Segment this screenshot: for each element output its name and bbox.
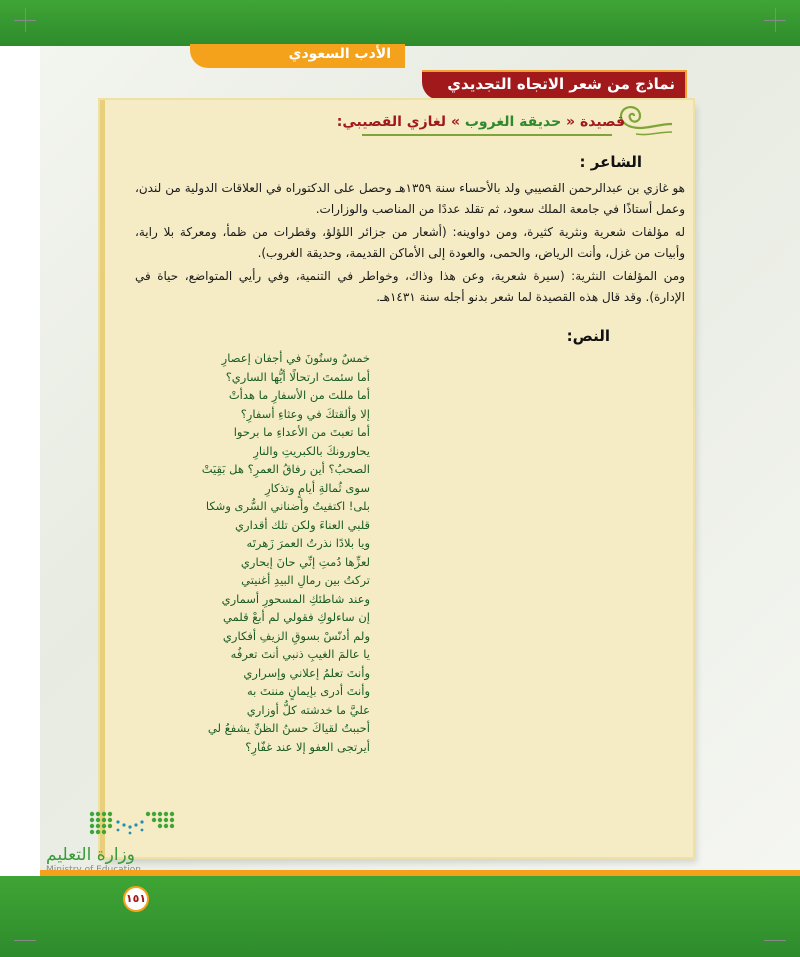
section-tab-label: الأدب السعودي (288, 46, 391, 62)
ministry-logo-arabic: وزارة التعليم (46, 845, 135, 865)
bottom-green-band (0, 876, 800, 957)
heading-underline (362, 134, 612, 136)
poet-paragraph-2: له مؤلفات شعرية ونثرية كثيرة، ومن دواوينه: (أشعار من جزائر اللؤلؤ، وقطرات من ظمأ، ومعركة بلا راية، وأبيات من غزل، وأنت الرياض، والحمى، والعودة إلى الأماكن القديمة، وحديقة الغروب). (135, 225, 685, 260)
poem-line: أحببتُ لقياكَ حسنُ الظنِّ يشفعُ لي (207, 721, 370, 735)
panel-edge (100, 100, 105, 857)
poem-line: إن ساءلوكِ فقولي لم أبعْ قلمي (223, 610, 370, 624)
crop-mark (764, 940, 786, 941)
poem-line: أما سئمتَ ارتحالًا أيُّها الساري؟ (225, 369, 370, 384)
page-number: ١٥١ (123, 886, 149, 912)
top-green-band (0, 0, 800, 46)
ministry-logo-icon (88, 808, 180, 836)
poem-line: أيرتجى العفو إلا عند غفّارِ؟ (245, 739, 370, 754)
poem-line: بلى! اكتفيتُ وأضناني السُّرى وشكا (205, 499, 370, 513)
poem-line: سوى ثُمالةِ أيامٍ وتذكارِ (265, 480, 370, 495)
poem-line: خمسٌ وستُونَ في أجفان إعصارِ (221, 351, 370, 365)
poem-line: عليَّ ما خدشته كلُّ أوزاري (246, 702, 370, 717)
poem-body (190, 349, 370, 756)
poem-heading-suffix: » لغازي القصيبي: (336, 114, 460, 130)
poem-line: أما تعبتَ من الأعداءِ ما برحوا (233, 425, 370, 439)
poet-paragraph-1: هو غازي بن عبدالرحمن القصيبي ولد بالأحساء سنة ١٣٥٩هـ وحصل على الدكتوراه في العلاقات الدولية من لندن، وعمل أستاذًا في جامعة الملك سعود، ثم تقلد عددًا من المناصب والوزارات. (135, 181, 685, 216)
poem-line: ولم أدنّسْ بسوقِ الزيفِ أفكاري (222, 628, 370, 643)
poem-line: تركتُ بين رمالِ البيدِ أغنيتي (241, 573, 370, 587)
poem-line: يحاورونكَ بالكبريتِ والنارِ (253, 443, 370, 458)
poem-line: أما مللتَ من الأسفارِ ما هدأتْ (228, 388, 370, 402)
poem-line: لعزِّها دُمتِ إنِّي حانَ إبحاري (240, 554, 370, 569)
poem-line: وأنتَ تعلمُ إعلاني وإسراري (243, 665, 370, 680)
poem-line: قلبي العناءَ ولكن تلك أقداري (235, 517, 370, 532)
poem-line: الصحبُ؟ أين رفاقُ العمرِ؟ هل بَقِيَتْ (201, 462, 370, 476)
poem-line: إلا وألقتكَ في وعثاءِ أسفارِ؟ (240, 406, 370, 421)
poem-line: وعند شاطئكِ المسحورِ أسماري (221, 591, 370, 606)
poem-line: وأنتَ أدرى بإيمانٍ مننتَ به (247, 684, 370, 698)
section-title-bar (422, 70, 687, 100)
poem-heading-name: حديقة الغروب (464, 114, 562, 130)
poem-line: يا عالمَ الغيبِ ذنبي أنتَ تعرفُه (230, 647, 370, 661)
poem-heading-prefix: قصيدة « (566, 114, 625, 130)
poet-paragraph-3: ومن المؤلفات النثرية: (سيرة شعرية، وعن هذا وذاك، وخواطر في التنمية، وفي رأيي المتواضع، حياة في الإدارة). وقد قال هذه القصيدة لما شعر بدنو أجله سنة ١٤٣١هـ. (135, 269, 685, 304)
poem-line: ويا بلادًا نذرتُ العمرَ زَهرتَه (246, 536, 370, 550)
crop-mark (25, 8, 26, 32)
text-label: النص: (566, 327, 610, 345)
poem-heading (337, 114, 625, 130)
section-title: نماذج من شعر الاتجاه التجديدي (447, 75, 675, 93)
poet-label: الشاعر : (579, 153, 642, 171)
crop-mark (775, 8, 776, 32)
section-tab (190, 44, 405, 68)
crop-mark (14, 940, 36, 941)
